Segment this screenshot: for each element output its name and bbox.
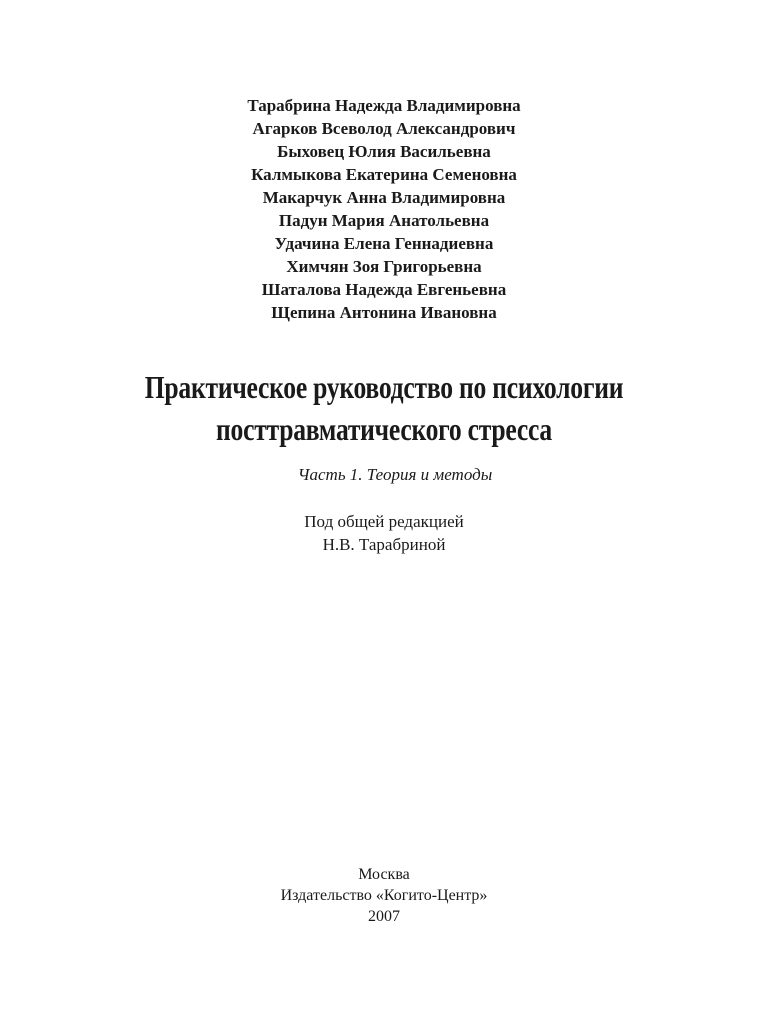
author-name: Агарков Всеволод Александрович [252, 119, 516, 138]
editor-credit-label: Под общей редакцией [304, 512, 464, 531]
book-title-line-1: Практическое руководство по психологии [144, 369, 624, 405]
author-name: Химчян Зоя Григорьевна [286, 257, 482, 276]
book-subtitle: Часть 1. Теория и методы [297, 465, 493, 484]
author-name: Щепина Антонина Ивановна [271, 303, 497, 322]
author-name: Падун Мария Анатольевна [278, 211, 490, 230]
author-name: Калмыкова Екатерина Семеновна [251, 165, 517, 184]
imprint [0, 864, 768, 927]
authors-list [0, 94, 768, 324]
book-title [0, 366, 768, 450]
editor-name: Н.В. Тарабриной [322, 535, 446, 554]
author-name: Тарабрина Надежда Владимировна [247, 96, 521, 115]
imprint-year: 2007 [368, 908, 400, 925]
imprint-publisher: Издательство «Когито-Центр» [280, 887, 488, 904]
book-title-line-2: посттравматического стресса [216, 411, 552, 447]
author-name: Макарчук Анна Владимировна [262, 188, 506, 207]
author-name: Удачина Елена Геннадиевна [274, 234, 494, 253]
author-name: Быховец Юлия Васильевна [277, 142, 491, 161]
author-name: Шаталова Надежда Евгеньевна [261, 280, 507, 299]
imprint-city: Москва [358, 866, 410, 883]
editor-credit [0, 510, 768, 556]
